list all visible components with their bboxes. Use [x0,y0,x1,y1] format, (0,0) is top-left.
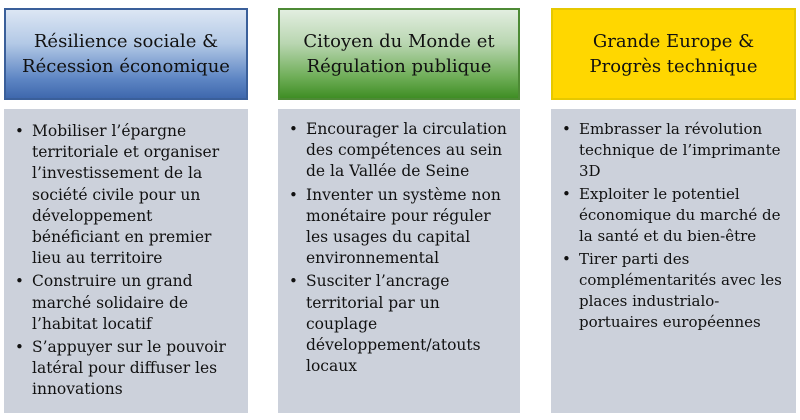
scenario-title-line: Citoyen du Monde et [303,31,495,52]
scenario-title [22,29,230,79]
bullet-text: Inventer un système non monétaire pour réguler les usages du capital environnemental [306,185,501,268]
bullet-item [288,271,510,377]
bullet-list [288,119,510,377]
bullet-dot-icon: • [15,122,24,140]
scenario-title-line: Grande Europe & [592,31,755,52]
bullet-text: Embrasser la révolution technique de l’imprimante 3D [579,120,781,180]
scenario-column-greater-europe [551,8,796,413]
bullet-item [14,337,238,401]
scenario-column-world-citizen [278,8,520,413]
bullet-list [14,121,238,401]
bullet-dot-icon: • [289,185,298,204]
bullet-item [14,271,238,335]
bullet-item [561,184,786,247]
scenario-body [4,109,248,413]
scenario-title [590,29,758,79]
bullet-dot-icon: • [15,272,24,291]
scenario-title [303,29,494,79]
scenario-title-line: Récession économique [22,56,230,77]
bullet-dot-icon: • [562,185,571,203]
bullet-text: Mobiliser l’épargne territoriale et organiser l’investissement de la société civile pour un développement bénéficiant en premier lieu au territoire [32,122,220,268]
bullet-item [288,119,510,183]
scenario-title-line: Progrès technique [589,56,758,77]
scenario-title-line: Résilience sociale & [33,31,219,52]
bullet-list [561,119,786,333]
bullet-item [288,185,510,270]
bullet-text: Encourager la circulation des compétences au sein de la Vallée de Seine [306,120,507,181]
scenario-header [4,8,248,100]
scenario-title-line: Régulation publique [306,56,492,77]
scenario-header [551,8,796,100]
scenario-body [278,109,520,413]
scenario-body [551,109,796,413]
bullet-dot-icon: • [289,120,298,138]
scenario-header [278,8,520,100]
bullet-text: S’appuyer sur le pouvoir latéral pour diffuser les innovations [32,338,226,399]
bullet-dot-icon: • [15,338,24,357]
bullet-text: Tirer parti des complémentarités avec les places industrialo-portuaires européennes [579,250,782,331]
bullet-item [561,249,786,333]
bullet-dot-icon: • [289,272,298,291]
scenario-column-social-resilience [4,8,248,413]
bullet-text: Exploiter le potentiel économique du marché de la santé et du bien-être [579,185,781,245]
bullet-text: Susciter l’ancrage territorial par un couplage développement/atouts locaux [306,272,481,376]
bullet-item [14,121,238,269]
bullet-dot-icon: • [562,120,571,138]
bullet-item [561,119,786,182]
bullet-text: Construire un grand marché solidaire de l’habitat locatif [32,272,193,333]
bullet-dot-icon: • [562,250,571,268]
